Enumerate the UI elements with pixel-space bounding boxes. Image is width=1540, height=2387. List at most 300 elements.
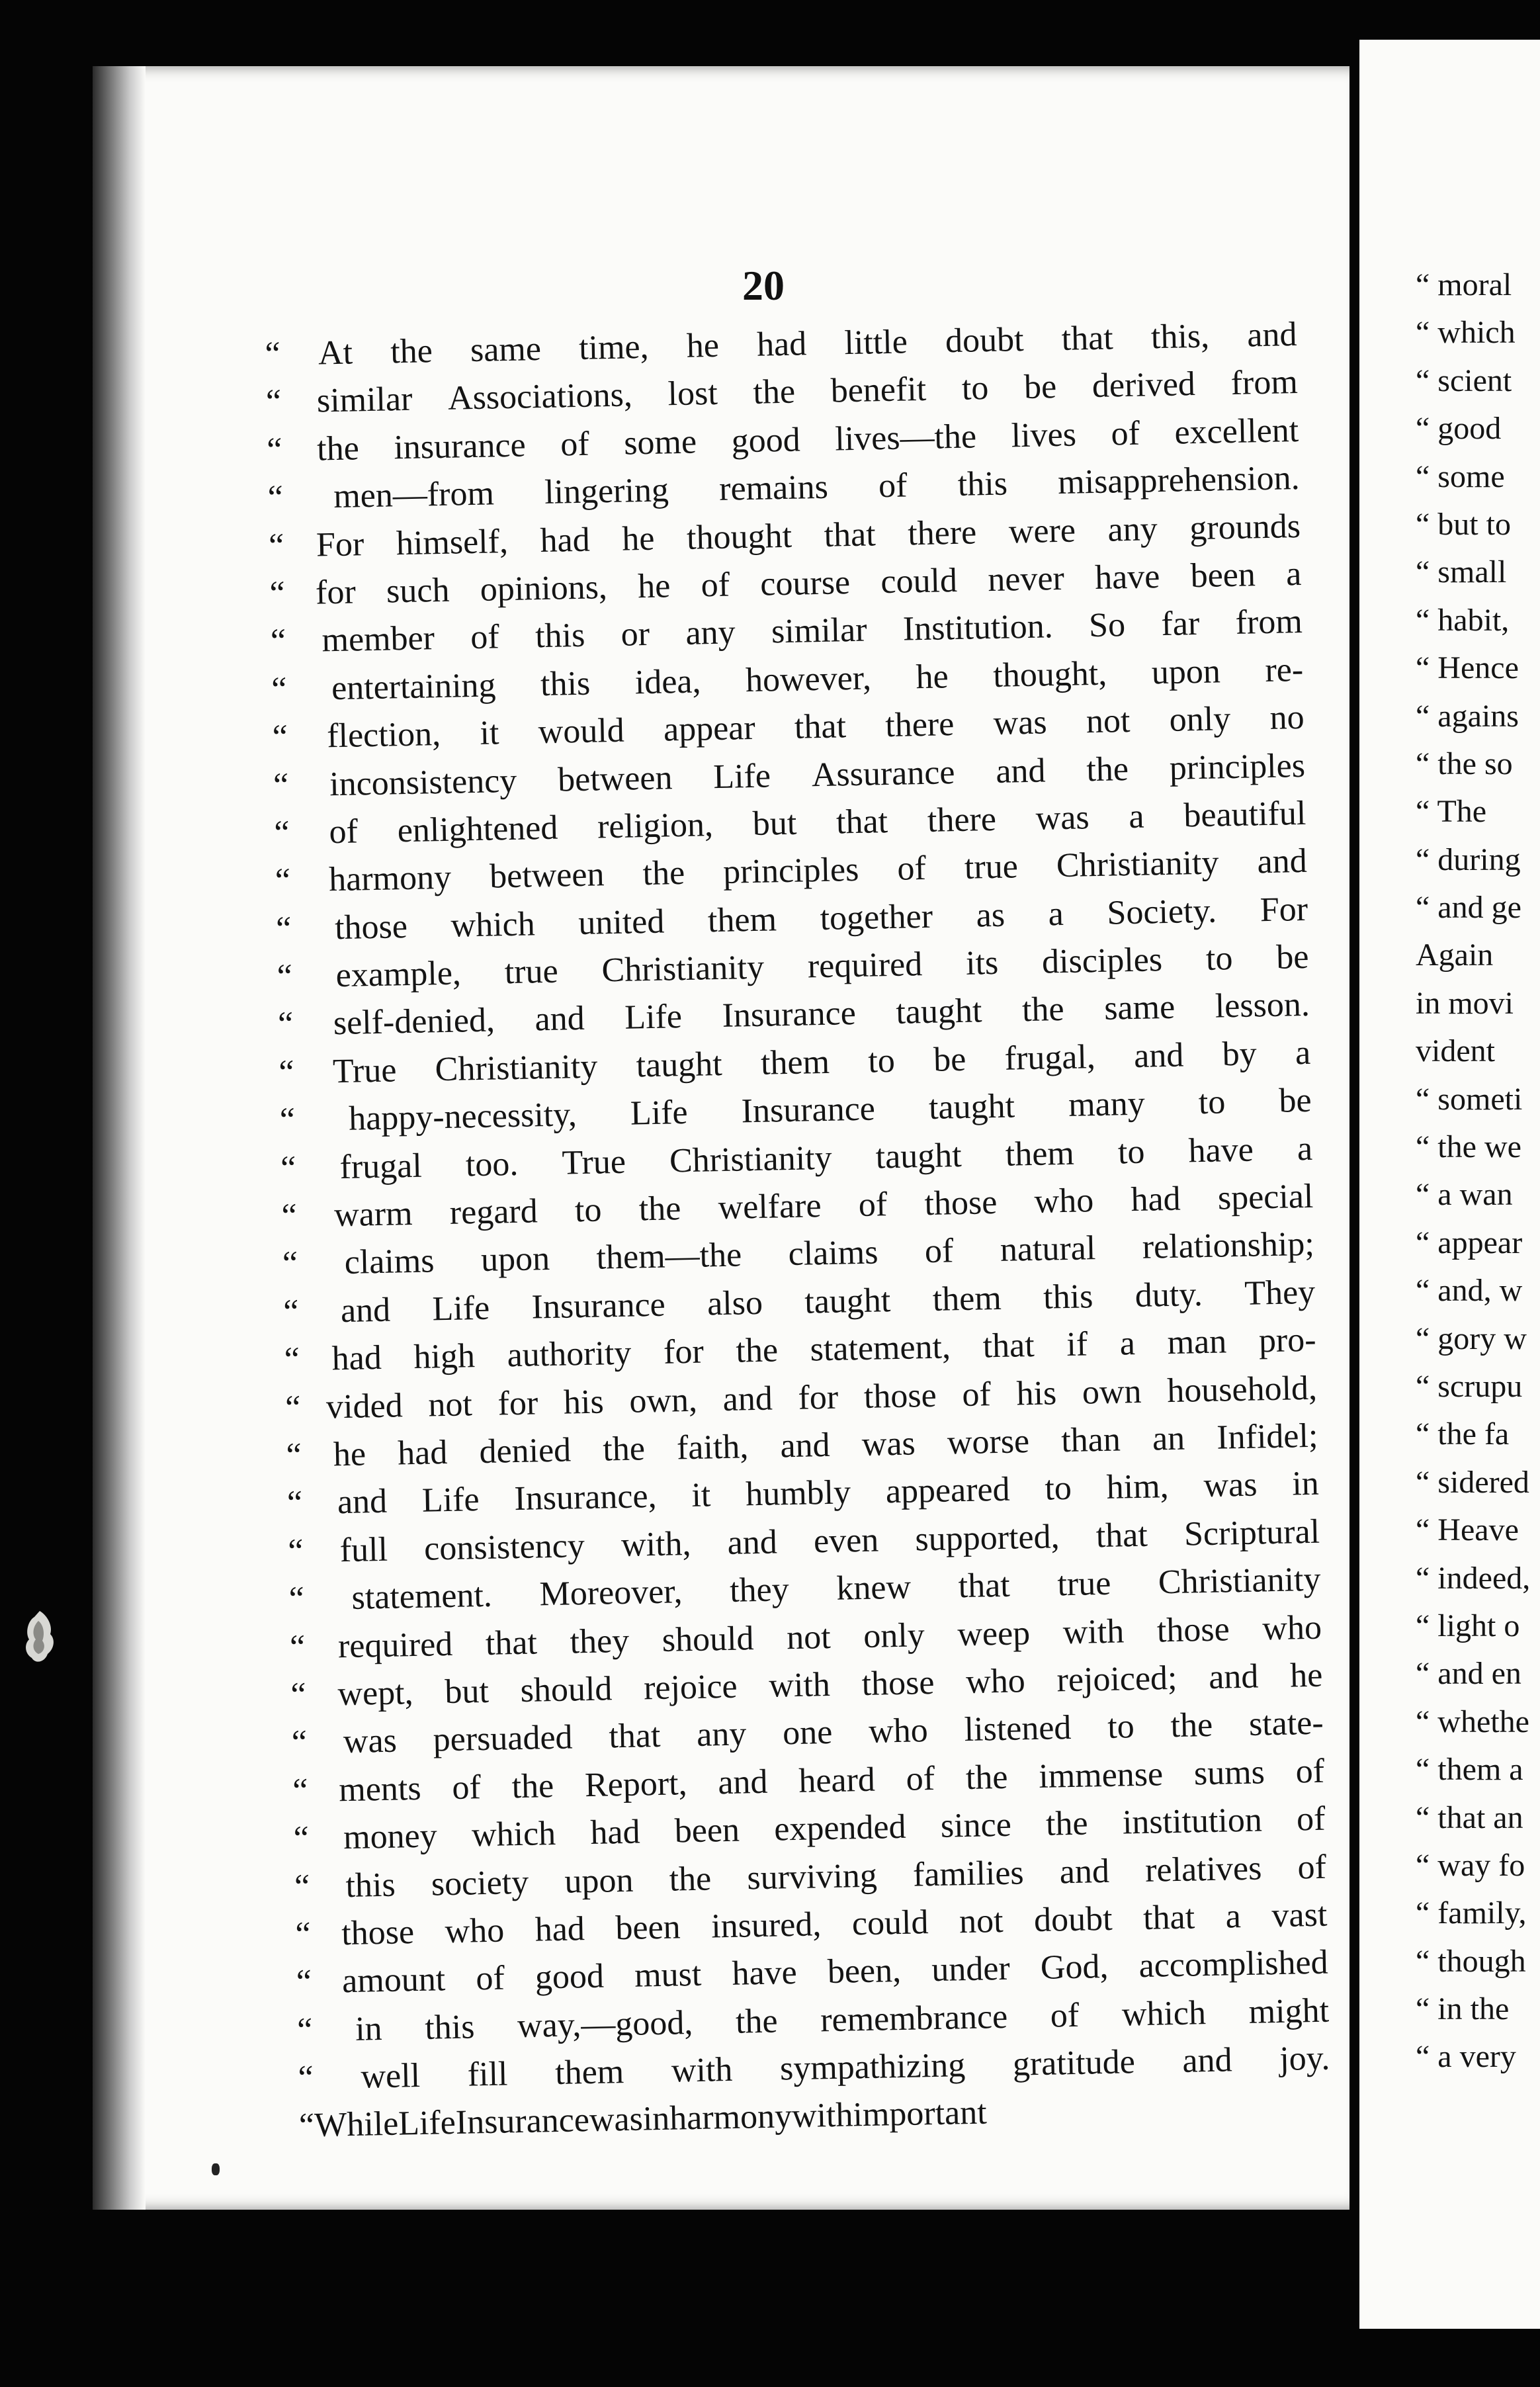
word: he [686, 326, 720, 365]
word: under [931, 1950, 1011, 1989]
word: which [450, 905, 536, 945]
word: than [1060, 1420, 1121, 1460]
word: statement, [810, 1328, 951, 1369]
word: Life [432, 1289, 490, 1328]
word: the [735, 2002, 779, 2041]
word: knew [835, 1568, 912, 1608]
word: natural [1000, 1229, 1096, 1270]
margin-ink-blot [20, 1608, 60, 1667]
word: harmony [669, 2097, 792, 2138]
word: this, [1150, 317, 1210, 357]
word: principles [1169, 746, 1306, 787]
word: “ [269, 574, 286, 613]
word: that [958, 1566, 1011, 1606]
word: and [337, 1483, 388, 1522]
word: which [1121, 1993, 1207, 2034]
word: was [861, 1424, 916, 1463]
word: for [797, 1378, 839, 1417]
word: “ [270, 622, 286, 661]
word: “ [272, 718, 288, 757]
word: could [880, 561, 958, 601]
word: the [965, 1758, 1008, 1797]
text-fragment: “ someti [1416, 1081, 1523, 1117]
word: he [1289, 1656, 1323, 1695]
word: Life [630, 1094, 689, 1133]
left-page-body-text [265, 311, 1332, 2150]
word: with [1062, 1612, 1125, 1651]
word: society [431, 1863, 529, 1903]
word: no [1269, 699, 1305, 738]
word: required [337, 1625, 453, 1665]
word: of [475, 1959, 505, 1998]
word: not [1086, 702, 1131, 741]
word: good [731, 421, 801, 460]
word: with [671, 2050, 733, 2090]
word: a [1128, 797, 1145, 836]
word: them [1005, 1134, 1075, 1174]
word: “ [278, 1053, 295, 1092]
word: surviving [746, 1856, 878, 1897]
text-fragment: “ small [1416, 554, 1507, 590]
word: of [858, 1186, 888, 1225]
word: Assurance [811, 753, 955, 794]
word: full [339, 1530, 388, 1569]
word: and [1133, 1036, 1184, 1075]
word: amount [341, 1960, 446, 2001]
word: and [1059, 1852, 1110, 1891]
text-fragment: “ way fo [1416, 1847, 1525, 1883]
word: to [1044, 1469, 1072, 1508]
word: was [1035, 799, 1090, 838]
margin-ink-dot [212, 2163, 220, 2175]
word: wept, [337, 1674, 414, 1714]
word: a [1225, 1897, 1242, 1936]
word: was [1203, 1465, 1258, 1505]
word: this [345, 1866, 396, 1905]
word: but [752, 804, 797, 843]
word: True [332, 1051, 397, 1091]
text-fragment: “ whethe [1416, 1704, 1529, 1739]
text-fragment: “ light o [1416, 1608, 1520, 1643]
word: Christianity [601, 948, 765, 990]
word: worse [947, 1422, 1030, 1462]
word: not [786, 1618, 832, 1657]
word: little [843, 323, 908, 363]
word: way,—good, [517, 2003, 693, 2045]
word: had [589, 1813, 641, 1852]
word: upon [1151, 652, 1221, 692]
word: between [557, 758, 673, 799]
word: to [961, 369, 989, 408]
word: they [729, 1571, 790, 1610]
word: “ [273, 765, 289, 804]
word: any [1107, 509, 1158, 549]
text-fragment: “ a wan [1416, 1177, 1513, 1213]
text-fragment: “ the we [1416, 1129, 1521, 1165]
word: of [1110, 414, 1140, 453]
word: thought [686, 517, 792, 557]
word: be [933, 1040, 966, 1079]
word: lives—the [834, 417, 977, 458]
word: Infidel; [1216, 1416, 1318, 1457]
word: who [1262, 1608, 1322, 1647]
word: same [1103, 988, 1176, 1028]
word: would [538, 711, 625, 752]
word: statement. [351, 1576, 493, 1617]
word: of [924, 1232, 954, 1271]
word: “ [292, 1771, 309, 1810]
word: While [314, 2105, 399, 2145]
word: Scriptural [1183, 1512, 1320, 1553]
word: them [707, 900, 777, 939]
text-fragment: “ and en [1416, 1656, 1521, 1692]
word: doubt [945, 320, 1025, 361]
word: True [561, 1143, 626, 1182]
word: them—the [596, 1236, 742, 1278]
word: been [1190, 556, 1256, 595]
text-fragment: Again [1416, 937, 1494, 973]
word: a [1048, 894, 1064, 933]
word: claims [344, 1242, 435, 1282]
word: “ [294, 1915, 312, 1954]
text-fragment: “ though [1416, 1943, 1526, 1979]
word: his [1015, 1373, 1057, 1413]
word: an [1152, 1419, 1185, 1458]
word: the [602, 1430, 646, 1469]
word: he [621, 519, 655, 558]
word: benefit [830, 370, 927, 410]
word: money [343, 1817, 438, 1857]
word: Insurance [741, 1090, 876, 1131]
word: men—from [333, 474, 495, 516]
word: required [807, 945, 923, 986]
word: disciples [1041, 941, 1163, 981]
word: of [896, 849, 927, 889]
word: Christianity [669, 1139, 833, 1180]
word: vast [1271, 1895, 1328, 1935]
text-fragment: “ moral [1416, 267, 1512, 302]
word: who [445, 1911, 505, 1951]
word: duty. [1134, 1275, 1203, 1315]
word: or [620, 615, 650, 654]
text-fragment: “ good [1416, 411, 1502, 447]
word: “ [265, 335, 281, 373]
word: “ [275, 910, 292, 948]
word: which [471, 1815, 556, 1854]
word: example, [335, 954, 462, 995]
word: appeared [885, 1471, 1011, 1511]
word: “ [265, 382, 282, 421]
word: humbly [745, 1473, 851, 1514]
word: “ [289, 1628, 306, 1667]
word: that [608, 1717, 661, 1756]
word: and [1181, 2041, 1233, 2080]
word: and [722, 1379, 773, 1418]
text-fragment: “ some [1416, 458, 1505, 494]
word: frugal [339, 1147, 423, 1186]
word: relationship; [1142, 1225, 1315, 1267]
word: the [735, 1331, 779, 1370]
word: they [570, 1622, 630, 1661]
word: state- [1248, 1704, 1324, 1744]
word: own, [628, 1381, 698, 1420]
word: Insurance [722, 994, 857, 1035]
word: of [878, 466, 908, 505]
word: such [386, 571, 450, 611]
word: its [965, 943, 999, 982]
word: that [1095, 1516, 1148, 1555]
word: expended [773, 1807, 907, 1848]
word: if [1066, 1325, 1088, 1364]
word: of [1297, 1848, 1327, 1886]
word: immense [1038, 1755, 1164, 1796]
word: “ [286, 1436, 302, 1475]
word: enlightened [397, 808, 558, 850]
word: had [540, 521, 591, 560]
word: a [1119, 1324, 1136, 1363]
word: high [413, 1337, 476, 1377]
word: between [489, 855, 605, 896]
word: Moreover, [538, 1573, 683, 1614]
word: had [535, 1910, 585, 1949]
word: the [1021, 990, 1065, 1029]
text-fragment: “ sidered [1416, 1464, 1529, 1500]
word: of [701, 566, 730, 605]
word: and [1257, 842, 1308, 881]
word: relatives [1144, 1848, 1262, 1889]
word: might [1248, 1991, 1330, 2031]
word: upon [480, 1240, 550, 1280]
word: have [731, 1954, 798, 1993]
word: special [1217, 1177, 1314, 1217]
word: the [752, 373, 796, 412]
word: taught [928, 1087, 1015, 1127]
word: excellent [1174, 411, 1299, 452]
word: in [642, 2100, 670, 2138]
text-fragment: “ which [1416, 315, 1516, 351]
text-fragment: “ them a [1416, 1752, 1523, 1788]
word: lingering [544, 471, 669, 512]
word: be [1275, 937, 1309, 976]
word: that [1061, 319, 1114, 358]
word: fill [467, 2055, 508, 2094]
word: remains [718, 468, 829, 509]
word: similar [316, 380, 413, 420]
word: there [927, 800, 997, 840]
word: the [1086, 750, 1129, 789]
word: Life [712, 756, 771, 796]
word: to [1198, 1083, 1226, 1122]
text-fragment: “ and, w [1416, 1273, 1523, 1309]
word: taught [804, 1281, 891, 1321]
word: a [1295, 1033, 1311, 1072]
word: entertaining [331, 666, 496, 707]
word: “ [275, 861, 291, 900]
word: “ [291, 1723, 308, 1762]
word: Report, [584, 1764, 688, 1804]
word: of [560, 425, 590, 464]
word: been, [827, 1952, 902, 1991]
word: derived [1091, 365, 1196, 406]
word: “ [280, 1149, 296, 1188]
text-fragment: “ in the [1416, 1991, 1510, 2027]
word: this [540, 664, 591, 703]
word: lives [1011, 415, 1077, 455]
word: Christianity [1158, 1560, 1321, 1602]
word: inconsistency [329, 761, 517, 803]
word: “ [284, 1340, 300, 1379]
word: They [1244, 1273, 1316, 1313]
word: for [315, 573, 357, 612]
word: of [906, 1759, 935, 1798]
word: similar [771, 611, 867, 651]
text-fragment: “ the fa [1416, 1416, 1510, 1452]
word: true [1056, 1564, 1111, 1604]
word: Life [421, 1481, 480, 1520]
word: not [427, 1385, 473, 1424]
word: as [976, 896, 1005, 935]
word: taught [875, 1136, 962, 1176]
word: the [1170, 1706, 1213, 1745]
word: those [923, 1184, 998, 1223]
word: important [852, 2093, 988, 2134]
word: Life [624, 998, 683, 1037]
word: household, [1166, 1369, 1318, 1410]
word: had [331, 1339, 382, 1378]
right-page-partial-text [1416, 261, 1540, 2081]
word: re- [1264, 650, 1304, 689]
word: in [355, 2009, 383, 2048]
word: member [321, 619, 435, 660]
word: that [794, 707, 847, 746]
word: many [1068, 1084, 1146, 1125]
word: flection, [326, 715, 441, 756]
word: At [318, 333, 353, 372]
word: only [1169, 700, 1231, 739]
word: upon [564, 1861, 634, 1901]
word: Christianity [1056, 844, 1219, 885]
word: Insurance [531, 1285, 666, 1326]
word: lesson. [1215, 986, 1310, 1026]
word: opinions, [480, 568, 608, 609]
word: only [863, 1616, 925, 1655]
word: and [779, 1426, 831, 1465]
word: “ [284, 1388, 301, 1427]
word: this [1043, 1278, 1093, 1317]
word: that [824, 515, 877, 554]
word: gratitude [1012, 2043, 1136, 2083]
word: had [756, 325, 807, 364]
word: “ [294, 1867, 310, 1906]
word: institution [1122, 1801, 1263, 1842]
word: to [1107, 1708, 1135, 1747]
word: listened [964, 1709, 1072, 1749]
word: this [535, 617, 585, 656]
word: he [916, 657, 949, 696]
word: “ [298, 2059, 314, 2097]
word: “ [290, 1676, 307, 1714]
word: to [1205, 939, 1233, 978]
word: the [669, 1859, 712, 1899]
word: sums [1193, 1753, 1265, 1793]
text-fragment: “ Heave [1416, 1512, 1519, 1548]
text-fragment: “ but to [1416, 506, 1511, 542]
word: For [1260, 890, 1308, 929]
word: that [982, 1326, 1035, 1366]
word: rejoiced; [1056, 1659, 1177, 1700]
word: good [535, 1957, 605, 1997]
word: remembrance [820, 1997, 1008, 2040]
word: the [1045, 1804, 1089, 1843]
word: warm [333, 1194, 413, 1235]
text-fragment: “ scrupu [1416, 1368, 1523, 1404]
word: had [397, 1433, 448, 1473]
word: “ [271, 670, 288, 709]
word: from [1235, 603, 1303, 642]
word: were [1008, 511, 1076, 551]
word: of [1296, 1800, 1326, 1839]
word: the [511, 1766, 554, 1805]
text-fragment: “ habit, [1416, 602, 1510, 638]
word: Insurance, [513, 1477, 658, 1518]
word: welfare [718, 1187, 822, 1227]
word: be [1278, 1082, 1312, 1121]
word: of [961, 1375, 992, 1414]
text-fragment: “ agains [1416, 698, 1519, 734]
word: beautiful [1183, 794, 1306, 835]
word: “ [282, 1293, 300, 1331]
word: them [554, 2053, 624, 2093]
word: any [685, 613, 736, 653]
word: idea, [634, 662, 701, 702]
word: he [637, 567, 671, 606]
word: own [1082, 1372, 1142, 1412]
word: “ [288, 1580, 305, 1618]
word: ments [338, 1769, 422, 1809]
word: must [634, 1956, 702, 1995]
word: should [520, 1670, 613, 1710]
word: those [861, 1663, 935, 1703]
text-fragment: vident [1416, 1033, 1495, 1069]
word: that [835, 802, 888, 842]
word: with, [620, 1524, 692, 1564]
word: man [1167, 1323, 1227, 1362]
word: regard [449, 1192, 538, 1232]
word: to [867, 1041, 896, 1080]
word: of [1295, 1752, 1325, 1791]
word: of [470, 618, 500, 657]
word: pro- [1258, 1321, 1317, 1360]
word: not [959, 1901, 1004, 1941]
word: Christianity [435, 1047, 598, 1089]
word: “ [277, 957, 293, 996]
word: “ [279, 1101, 296, 1140]
word: been [615, 1908, 681, 1948]
word: true [504, 952, 559, 992]
word: who [965, 1662, 1026, 1701]
text-fragment: “ appear [1416, 1225, 1523, 1260]
word: a [1297, 1129, 1313, 1168]
text-fragment: “ Hence [1416, 650, 1519, 686]
word: have [1094, 558, 1160, 597]
word: of [451, 1768, 482, 1807]
word: frugal, [1004, 1037, 1096, 1078]
word: Associations, [447, 376, 633, 418]
word: and [727, 1523, 778, 1562]
word: the [390, 332, 433, 371]
word: himself, [396, 522, 509, 562]
word: together [820, 897, 933, 937]
